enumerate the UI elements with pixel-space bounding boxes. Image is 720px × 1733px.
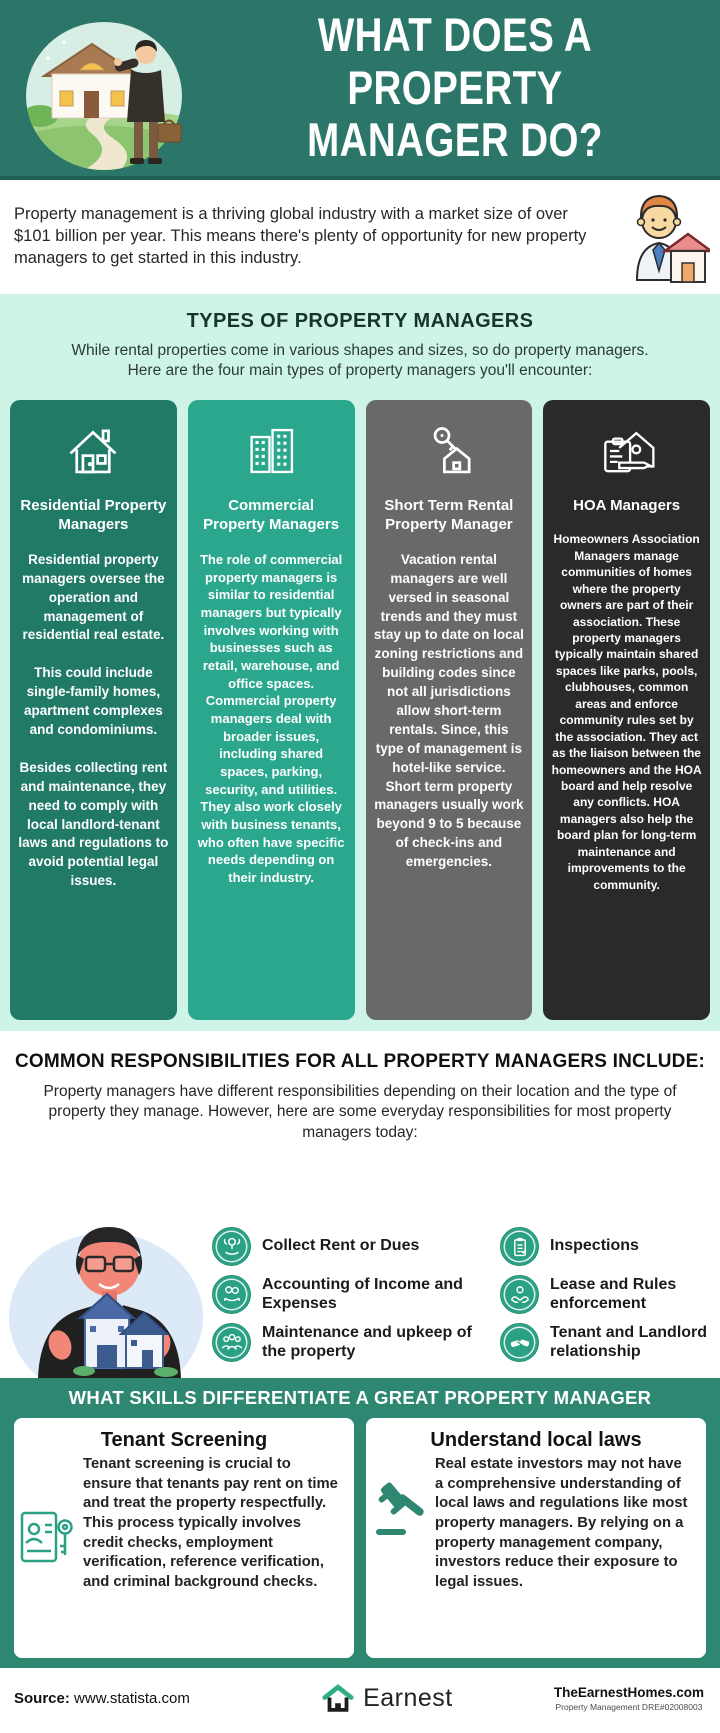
type-cards bbox=[0, 400, 720, 1020]
list-item: Collect Rent or Dues bbox=[212, 1227, 500, 1266]
source-url: www.statista.com bbox=[74, 1690, 190, 1707]
footer bbox=[0, 1668, 720, 1729]
intro-text: Property management is a thriving global industry with a market size of over $101 billion per year. This means there's plenty of opportunity for new property managers to get started in this industry. bbox=[14, 205, 587, 267]
handshake-icon bbox=[500, 1323, 539, 1362]
earnest-house-icon bbox=[321, 1683, 355, 1714]
card-hoa bbox=[543, 400, 710, 1020]
people-group-icon bbox=[212, 1323, 251, 1362]
manager-holding-houses-illustration bbox=[4, 1221, 216, 1378]
card-residential bbox=[10, 400, 177, 1020]
source-text bbox=[14, 1690, 190, 1707]
list-item: Tenant and Landlord relationship bbox=[500, 1323, 712, 1362]
card-body: Residential property managers oversee the operation and management of residential real estate. This could include single-family homes, apartment complexes and condominiums. Besides collecting rent and maintenance, they need to comply with local landlord-tenant laws and regulations to avoid potential legal issues. bbox=[18, 551, 169, 889]
page-title-line2: MANAGER DO? bbox=[307, 113, 603, 167]
money-plant-icon bbox=[212, 1227, 251, 1266]
gavel-icon bbox=[372, 1476, 432, 1542]
clipboard-check-icon bbox=[500, 1227, 539, 1266]
card-title: HOA Managers bbox=[573, 496, 681, 514]
skills-title: WHAT SKILLS DIFFERENTIATE A GREAT PROPERTY MANAGER bbox=[68, 1387, 652, 1408]
skill-card-body: Real estate investors may not have a comprehensive understanding of local laws and regulations like most property managers. By relying on a property management company, investors reduce their exposure to legal issues. bbox=[435, 1456, 688, 1591]
key-with-house-icon bbox=[374, 420, 525, 484]
card-short-term bbox=[366, 400, 533, 1020]
card-title: Short Term Rental Property Manager bbox=[384, 496, 514, 534]
types-section bbox=[0, 294, 720, 1031]
card-title: Commercial Property Managers bbox=[203, 496, 340, 534]
agent-with-house-icon bbox=[610, 187, 710, 287]
buildings-icon bbox=[196, 420, 347, 484]
house-icon bbox=[18, 420, 169, 484]
house-clipboard-icon bbox=[551, 420, 702, 484]
list-item: Accounting of Income and Expenses bbox=[212, 1275, 500, 1314]
hand-coins-icon bbox=[212, 1275, 251, 1314]
responsibilities-title: COMMON RESPONSIBILITIES FOR ALL PROPERTY MANAGERS INCLUDE: bbox=[14, 1051, 705, 1072]
card-understand-local-laws bbox=[366, 1418, 706, 1658]
responsibilities-section bbox=[0, 1031, 720, 1378]
header bbox=[0, 0, 720, 180]
types-title: TYPES OF PROPERTY MANAGERS bbox=[186, 310, 534, 332]
license-text: Property Management DRE#02008003 bbox=[555, 1701, 703, 1712]
skill-card-title: Tenant Screening bbox=[100, 1429, 268, 1451]
skill-card-title: Understand local laws bbox=[430, 1429, 642, 1451]
responsibilities-description: Property managers have different responsibilities depending on their location and the type of property they manage. However, here are some everyday responsibilities for most property managers today: bbox=[43, 1083, 677, 1141]
site-block bbox=[554, 1685, 704, 1713]
responsibilities-grid bbox=[212, 1227, 712, 1362]
house-and-agent-illustration bbox=[22, 12, 194, 172]
types-subtitle: While rental properties come in various shapes and sizes, so do property managers. Here are the four main types of property managers you'll encounter: bbox=[71, 342, 649, 380]
list-item: Inspections bbox=[500, 1227, 712, 1266]
page-title bbox=[246, 0, 664, 176]
hands-care-icon bbox=[500, 1275, 539, 1314]
card-commercial bbox=[188, 400, 355, 1020]
list-item: Maintenance and upkeep of the property bbox=[212, 1323, 500, 1362]
earnest-logo bbox=[321, 1683, 453, 1714]
list-item: Lease and Rules enforcement bbox=[500, 1275, 712, 1314]
skill-card-body: Tenant screening is crucial to ensure that tenants pay rent on time and treat the property respectfully. This process typically involves credit checks, employment verification, reference verification, and criminal background checks. bbox=[83, 1456, 338, 1591]
card-body: Vacation rental managers are well versed in seasonal trends and they must stay up to date on local zoning restrictions and building codes since not all jurisdictions allow short-term rentals. Since, this type of management is hotel-like service. Short term property managers usually work beyond 9 to 5 because of check-ins and emergencies. bbox=[373, 551, 524, 870]
skills-cards bbox=[0, 1418, 720, 1658]
brand-name: Earnest bbox=[363, 1684, 453, 1712]
page-title-line1: WHAT DOES A PROPERTY bbox=[317, 8, 593, 114]
source-label: Source: bbox=[14, 1690, 70, 1707]
card-body: The role of commercial property managers is similar to residential managers but typically involves working with businesses such as retail, warehouse, and office spaces. Commercial property managers deal with broader issues, including shared spaces, parking, security, and utilities. They also work closely with business tenants, who often have specific needs depending on their industry. bbox=[197, 551, 345, 885]
tenant-screening-icon bbox=[19, 1504, 75, 1570]
intro-section bbox=[0, 180, 720, 294]
card-body: Homeowners Association Managers manage communities of homes where the property owners are part of their association. These property managers typically maintain shared spaces like parks, pools, clubhouses, common areas and enforce community rules set by the association. They act as the liaison between the homeowners and the HOA board and help resolve any conflicts. HOA managers also help the board plan for long-term maintenance and improvements to the community. bbox=[551, 532, 702, 892]
card-title: Residential Property Managers bbox=[20, 496, 167, 534]
skills-section bbox=[0, 1378, 720, 1668]
site-url: TheEarnestHomes.com bbox=[553, 1684, 704, 1700]
card-tenant-screening bbox=[14, 1418, 354, 1658]
